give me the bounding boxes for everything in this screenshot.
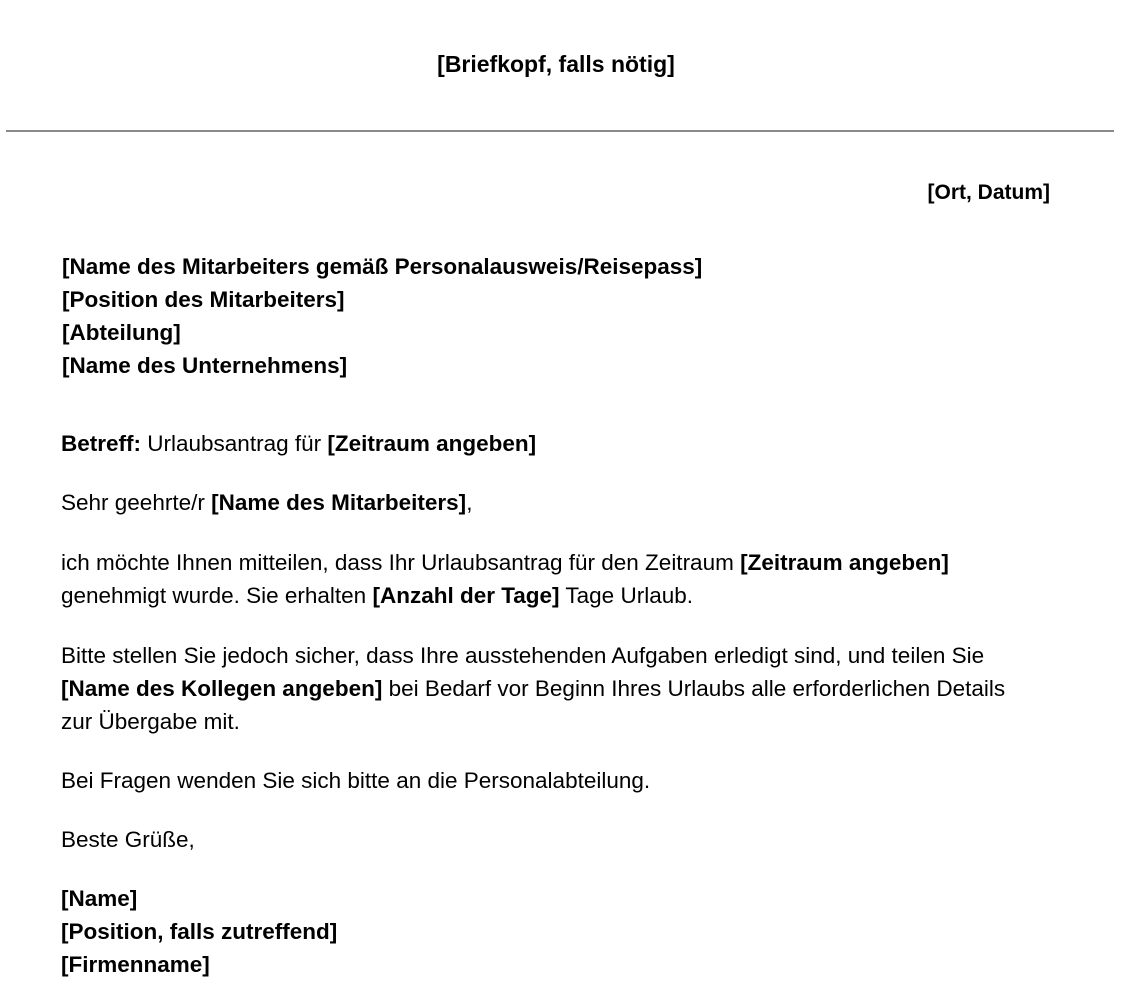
salutation xyxy=(61,486,1021,519)
subject-text: Urlaubsantrag für xyxy=(141,431,328,456)
para1-text-2: genehmigt wurde. Sie erhalten xyxy=(61,583,373,608)
para1-period-placeholder: [Zeitraum angeben] xyxy=(740,550,949,575)
subject-placeholder: [Zeitraum angeben] xyxy=(327,431,537,456)
recipient-position: [Position des Mitarbeiters] xyxy=(62,287,345,312)
header-divider xyxy=(6,130,1114,132)
para2-text-1: Bitte stellen Sie jedoch sicher, dass Ihre ausstehenden Aufgaben erledigt sind, und teilen Sie xyxy=(61,643,985,668)
signature-block xyxy=(61,882,337,981)
signature-company: [Firmenname] xyxy=(61,952,210,977)
place-date: [Ort, Datum] xyxy=(927,181,1050,204)
paragraph-questions: Bei Fragen wenden Sie sich bitte an die Personalabteilung. xyxy=(61,768,651,793)
subject-label: Betreff: xyxy=(61,431,142,456)
para1-text-1: ich möchte Ihnen mitteilen, dass Ihr Urlaubsantrag für den Zeitraum xyxy=(61,550,741,575)
signature-position: [Position, falls zutreffend] xyxy=(61,919,338,944)
salutation-suffix: , xyxy=(466,490,473,515)
para2-text-2: bei Bedarf vor Beginn Ihres Urlaubs alle erforderlichen Details zur Übergabe mit. xyxy=(61,676,1006,734)
recipient-department: [Abteilung] xyxy=(62,320,181,345)
recipient-company: [Name des Unternehmens] xyxy=(62,353,348,378)
paragraph-approval xyxy=(61,546,961,612)
salutation-text: Sehr geehrte/r xyxy=(61,490,212,515)
paragraph-handover xyxy=(61,639,1021,738)
recipient-name: [Name des Mitarbeiters gemäß Personalausweis/Reisepass] xyxy=(62,254,703,279)
signature-name: [Name] xyxy=(61,886,138,911)
subject-line xyxy=(61,427,1021,460)
para1-text-3: Tage Urlaub. xyxy=(559,583,693,608)
para2-colleague-placeholder: [Name des Kollegen angeben] xyxy=(61,676,383,701)
para1-days-placeholder: [Anzahl der Tage] xyxy=(372,583,560,608)
salutation-placeholder: [Name des Mitarbeiters] xyxy=(211,490,467,515)
recipient-address xyxy=(62,250,702,382)
closing: Beste Grüße, xyxy=(61,827,195,852)
letterhead: [Briefkopf, falls nötig] xyxy=(437,51,675,77)
